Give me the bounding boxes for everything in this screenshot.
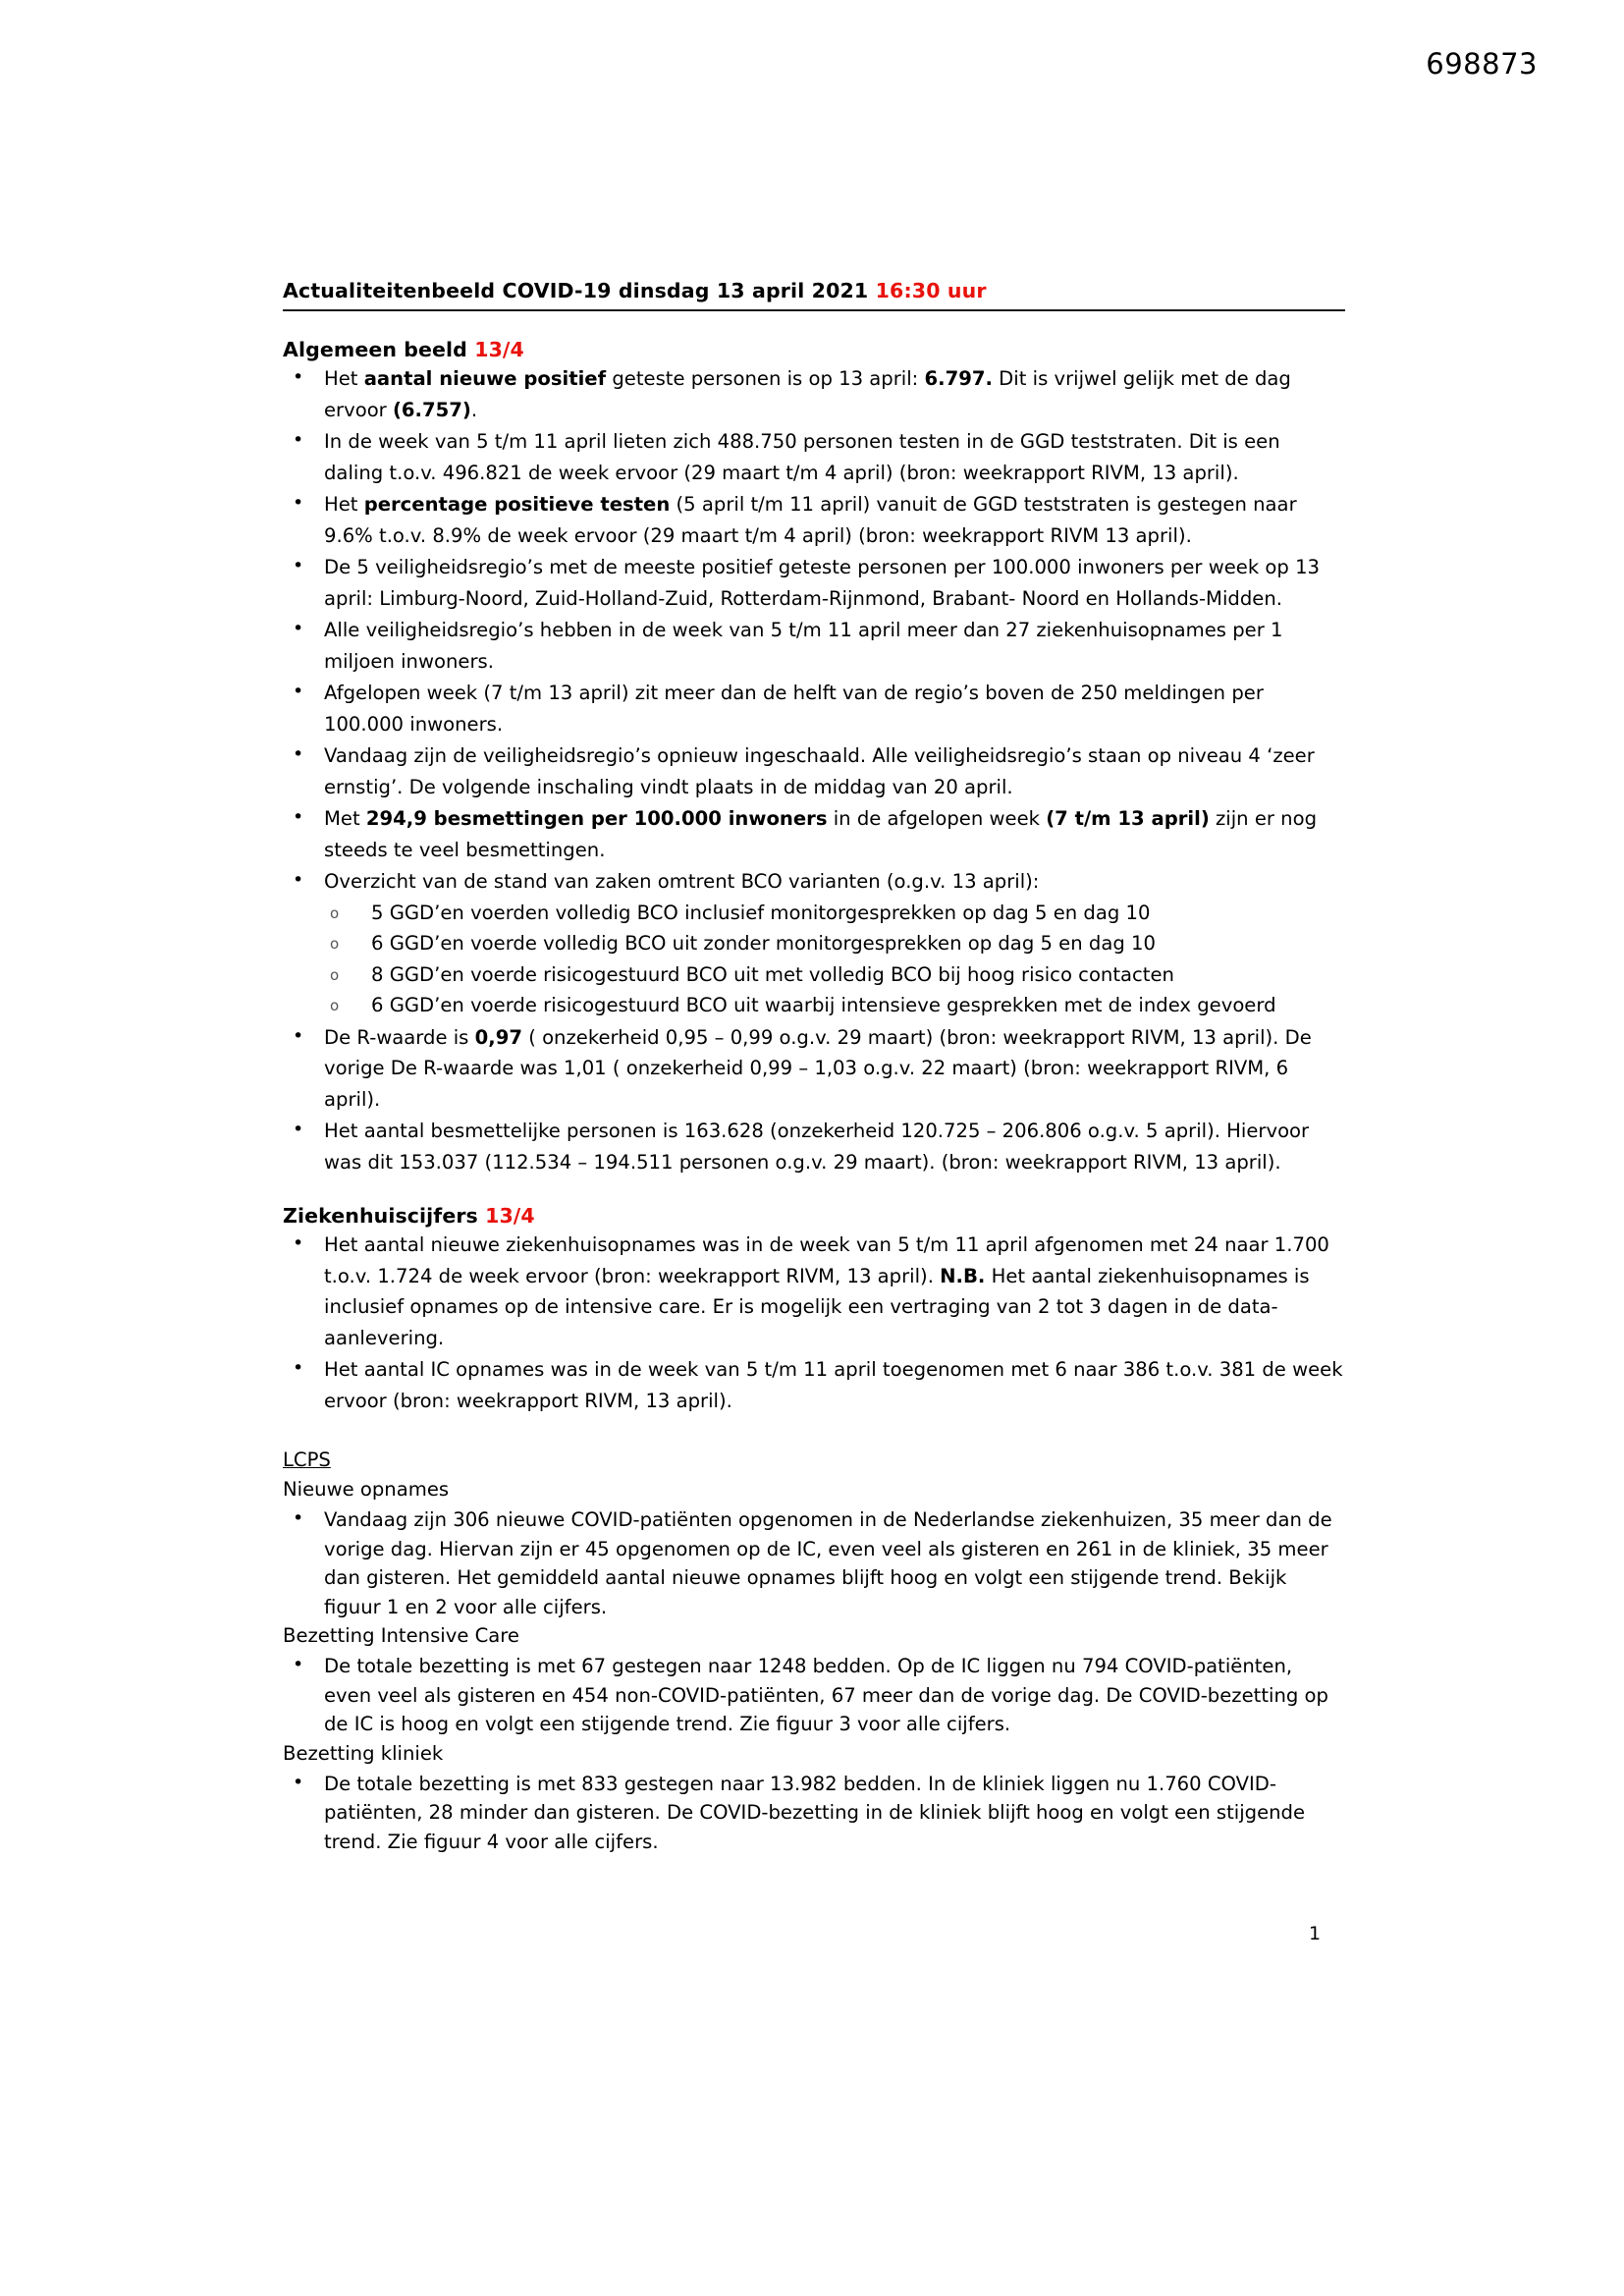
lcps-nieuwe-opnames-bullet-list xyxy=(283,1505,1345,1621)
list-item: • Het percentage positieve testen (5 april t/m 11 april) vanuit de GGD teststraten is gestegen naar 9.6% t.o.v. 8.9% de week ervoor (29 maart t/m 4 april) (bron: weekrapport RIVM 13 april). xyxy=(283,489,1345,551)
lcps-heading: LCPS xyxy=(283,1449,331,1471)
document-title-text: Actualiteitenbeeld COVID-19 dinsdag 13 april 2021 xyxy=(283,279,876,302)
lcps-label-bezetting-ic: Bezetting Intensive Care xyxy=(283,1624,519,1647)
algemeen-bullet-list-after xyxy=(283,1022,1345,1178)
list-item: • Vandaag zijn de veiligheidsregio’s opnieuw ingeschaald. Alle veiligheidsregio’s staan op niveau 4 ‘zeer ernstig’. De volgende inschaling vindt plaats in de middag van 20 april. xyxy=(283,740,1345,802)
lcps-label-bezetting-kliniek: Bezetting kliniek xyxy=(283,1741,444,1765)
list-item: • De R-waarde is 0,97 ( onzekerheid 0,95 – 0,99 o.g.v. 29 maart) (bron: weekrapport RIVM, 13 april). De vorige De R-waarde was 1,01 ( onzekerheid 0,99 – 1,03 o.g.v. 22 maart) (bron: weekrapport RIVM, 6 april). xyxy=(283,1022,1345,1116)
section-heading-algemeen-text: Algemeen beeld xyxy=(283,338,475,361)
lcps-bezetting-kliniek-bullet-list xyxy=(283,1770,1345,1857)
list-item: o 6 GGD’en voerde risicogestuurd BCO uit waarbij intensieve gesprekken met de index gevoerd xyxy=(283,990,1345,1021)
section-heading-algemeen xyxy=(283,338,1345,361)
page-number: 1 xyxy=(1309,1923,1322,1944)
list-item: • Overzicht van de stand van zaken omtrent BCO varianten (o.g.v. 13 april): xyxy=(283,866,1345,898)
document-title-time: 16:30 uur xyxy=(875,279,987,302)
list-item: • Het aantal besmettelijke personen is 163.628 (onzekerheid 120.725 – 206.806 o.g.v. 5 april). Hiervoor was dit 153.037 (112.534 – 194.511 personen o.g.v. 29 maart). (bron: weekrapport RIVM, 13 april). xyxy=(283,1116,1345,1177)
list-item: o 5 GGD’en voerden volledig BCO inclusief monitorgesprekken op dag 5 en dag 10 xyxy=(283,898,1345,929)
document-id: 698873 xyxy=(1426,47,1538,81)
list-item: • De 5 veiligheidsregio’s met de meeste positief geteste personen per 100.000 inwoners per week op 13 april: Limburg-Noord, Zuid-Holland-Zuid, Rotterdam-Rijnmond, Brabant- Noord en Hollands-Midden. xyxy=(283,552,1345,614)
lcps-label-nieuwe-opnames: Nieuwe opnames xyxy=(283,1478,450,1501)
list-item: • Alle veiligheidsregio’s hebben in de week van 5 t/m 11 april meer dan 27 ziekenhuisopnames per 1 miljoen inwoners. xyxy=(283,615,1345,677)
algemeen-bullet-list xyxy=(283,363,1345,898)
bco-subbullet-list xyxy=(283,898,1345,1021)
lcps-bezetting-ic-bullet-list xyxy=(283,1652,1345,1739)
list-item: • Het aantal nieuwe ziekenhuisopnames was in de week van 5 t/m 11 april afgenomen met 24 naar 1.700 t.o.v. 1.724 de week ervoor (bron: weekrapport RIVM, 13 april). N.B. Het aantal ziekenhuisopnames is inclusief opnames op de intensive care. Er is mogelijk een vertraging van 2 tot 3 dagen in de data-aanlevering. xyxy=(283,1230,1345,1353)
list-item: o 6 GGD’en voerde volledig BCO uit zonder monitorgesprekken op dag 5 en dag 10 xyxy=(283,928,1345,959)
list-item: • Afgelopen week (7 t/m 13 april) zit meer dan de helft van de regio’s boven de 250 meldingen per 100.000 inwoners. xyxy=(283,678,1345,739)
list-item: o 8 GGD’en voerde risicogestuurd BCO uit met volledig BCO bij hoog risico contacten xyxy=(283,959,1345,991)
ziekenhuiscijfers-bullet-list xyxy=(283,1230,1345,1416)
lcps-section xyxy=(283,1446,1345,1856)
section-heading-ziekenhuiscijfers-date: 13/4 xyxy=(485,1204,535,1228)
document-title xyxy=(283,279,1345,311)
document-body xyxy=(283,279,1345,1856)
list-item: • Met 294,9 besmettingen per 100.000 inwoners in de afgelopen week (7 t/m 13 april) zijn er nog steeds te veel besmettingen. xyxy=(283,803,1345,865)
list-item: • De totale bezetting is met 833 gestegen naar 13.982 bedden. In de kliniek liggen nu 1.760 COVID-patiënten, 28 minder dan gisteren. De COVID-bezetting in de kliniek blijft hoog en volgt een stijgende trend. Zie figuur 4 voor alle cijfers. xyxy=(283,1770,1345,1857)
section-heading-ziekenhuiscijfers-text: Ziekenhuiscijfers xyxy=(283,1204,486,1228)
list-item: • Het aantal IC opnames was in de week van 5 t/m 11 april toegenomen met 6 naar 386 t.o.v. 381 de week ervoor (bron: weekrapport RIVM, 13 april). xyxy=(283,1354,1345,1416)
list-item: • In de week van 5 t/m 11 april lieten zich 488.750 personen testen in de GGD teststraten. Dit is een daling t.o.v. 496.821 de week ervoor (29 maart t/m 4 april) (bron: weekrapport RIVM, 13 april). xyxy=(283,426,1345,488)
section-heading-ziekenhuiscijfers xyxy=(283,1204,1345,1228)
list-item: • Het aantal nieuwe positief geteste personen is op 13 april: 6.797. Dit is vrijwel gelijk met de dag ervoor (6.757). xyxy=(283,363,1345,425)
list-item: • De totale bezetting is met 67 gestegen naar 1248 bedden. Op de IC liggen nu 794 COVID-patiënten, even veel als gisteren en 454 non-COVID-patiënten, 67 meer dan de vorige dag. De COVID-bezetting op de IC is hoog en volgt een stijgende trend. Zie figuur 3 voor alle cijfers. xyxy=(283,1652,1345,1739)
section-heading-algemeen-date: 13/4 xyxy=(474,338,524,361)
list-item: • Vandaag zijn 306 nieuwe COVID-patiënten opgenomen in de Nederlandse ziekenhuizen, 35 meer dan de vorige dag. Hiervan zijn er 45 opgenomen op de IC, even veel als gisteren en 261 in de kliniek, 35 meer dan gisteren. Het gemiddeld aantal nieuwe opnames blijft hoog en volgt een stijgende trend. Bekijk figuur 1 en 2 voor alle cijfers. xyxy=(283,1505,1345,1621)
